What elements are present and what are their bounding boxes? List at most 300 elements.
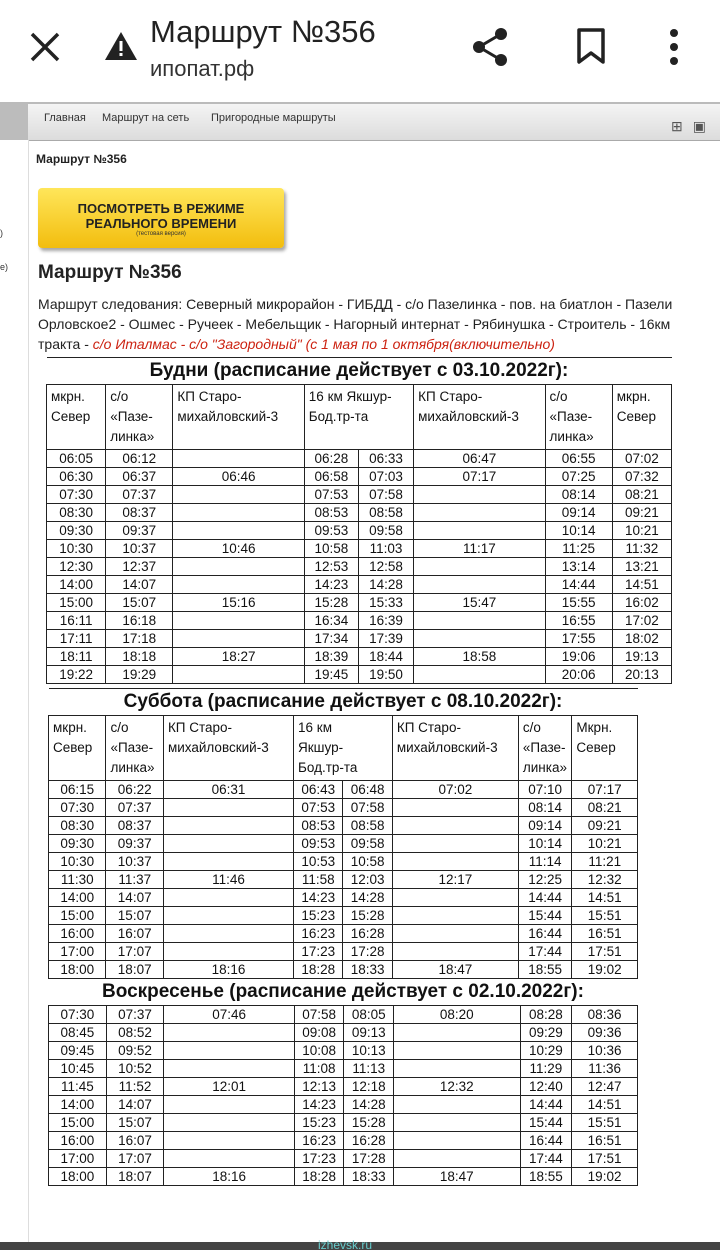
time-cell: 10:58	[343, 853, 392, 871]
time-cell: 07:30	[49, 799, 106, 817]
time-cell	[173, 522, 304, 540]
time-cell	[414, 522, 545, 540]
table-row	[49, 1042, 638, 1060]
column-header: мкрн. Север	[47, 385, 106, 450]
time-cell: 20:13	[612, 666, 671, 684]
table-row	[49, 781, 638, 799]
time-cell: 08:58	[358, 504, 413, 522]
time-cell: 09:30	[49, 835, 106, 853]
time-cell: 12:01	[164, 1078, 295, 1096]
time-cell	[173, 612, 304, 630]
time-cell: 06:48	[343, 781, 392, 799]
time-cell: 09:08	[294, 1024, 344, 1042]
table-row	[47, 450, 672, 468]
nav-link-home[interactable]: Главная	[44, 112, 86, 124]
table-row	[47, 468, 672, 486]
table-row	[49, 1096, 638, 1114]
time-cell: 09:53	[304, 522, 358, 540]
time-cell: 08:14	[545, 486, 612, 504]
table-row	[49, 1132, 638, 1150]
time-cell: 12:37	[106, 558, 173, 576]
time-cell: 09:53	[294, 835, 343, 853]
time-cell: 16:11	[47, 612, 106, 630]
table-row	[49, 817, 638, 835]
table-row	[47, 648, 672, 666]
route-title: Маршрут №356	[38, 262, 182, 283]
time-cell: 09:21	[612, 504, 671, 522]
time-cell: 07:37	[106, 1006, 164, 1024]
time-cell: 08:37	[106, 504, 173, 522]
table-title-row	[49, 979, 638, 1006]
time-cell	[392, 925, 518, 943]
table-row	[49, 943, 638, 961]
time-cell: 14:07	[106, 576, 173, 594]
time-cell	[414, 612, 545, 630]
time-cell: 15:28	[304, 594, 358, 612]
time-cell	[394, 1024, 521, 1042]
time-cell: 16:23	[294, 925, 343, 943]
time-cell	[392, 943, 518, 961]
time-cell: 19:13	[612, 648, 671, 666]
table-title: Будни (расписание действует с 03.10.2022г):	[47, 358, 672, 385]
time-cell	[414, 630, 545, 648]
left-strip-text: )	[0, 228, 3, 238]
time-cell: 14:00	[47, 576, 106, 594]
time-cell: 16:28	[343, 925, 392, 943]
time-cell: 06:47	[414, 450, 545, 468]
column-header: 16 км Якшур- Бод.тр-та	[304, 385, 413, 450]
table-row	[47, 504, 672, 522]
time-cell: 16:51	[572, 925, 638, 943]
nav-link-suburban[interactable]: Пригородные маршруты	[211, 112, 336, 124]
time-cell	[394, 1114, 521, 1132]
time-cell: 07:30	[49, 1006, 107, 1024]
time-cell: 10:08	[294, 1042, 344, 1060]
time-cell	[414, 666, 545, 684]
time-cell	[414, 558, 545, 576]
time-cell: 15:07	[106, 907, 163, 925]
time-cell: 10:14	[518, 835, 572, 853]
time-cell: 19:45	[304, 666, 358, 684]
time-cell: 08:45	[49, 1024, 107, 1042]
time-cell: 08:20	[394, 1006, 521, 1024]
time-cell: 15:51	[572, 907, 638, 925]
time-cell: 11:29	[520, 1060, 572, 1078]
time-cell: 10:58	[304, 540, 358, 558]
time-cell: 17:18	[106, 630, 173, 648]
time-cell: 08:30	[47, 504, 106, 522]
time-cell: 06:33	[358, 450, 413, 468]
table-header-row	[47, 385, 672, 450]
time-cell	[173, 630, 304, 648]
time-cell: 18:39	[304, 648, 358, 666]
column-header: с/о «Пазе- линка»	[106, 385, 173, 450]
time-cell: 15:00	[49, 1114, 107, 1132]
time-cell: 11:37	[106, 871, 163, 889]
time-cell: 07:25	[545, 468, 612, 486]
time-cell: 18:33	[343, 961, 392, 979]
time-cell: 06:15	[49, 781, 106, 799]
time-cell: 10:21	[572, 835, 638, 853]
time-cell: 12:30	[47, 558, 106, 576]
time-cell: 10:52	[106, 1060, 164, 1078]
time-cell: 18:16	[164, 1168, 295, 1186]
time-cell: 09:36	[572, 1024, 638, 1042]
time-cell	[164, 1132, 295, 1150]
time-cell: 08:53	[304, 504, 358, 522]
route-line-plain: тракта -	[38, 336, 93, 352]
time-cell: 14:23	[304, 576, 358, 594]
time-cell	[164, 1024, 295, 1042]
time-cell: 14:23	[294, 889, 343, 907]
time-cell: 09:14	[545, 504, 612, 522]
table-row	[47, 558, 672, 576]
time-cell	[163, 889, 293, 907]
table-row	[47, 594, 672, 612]
time-cell: 10:36	[572, 1042, 638, 1060]
time-cell: 13:14	[545, 558, 612, 576]
time-cell: 14:51	[612, 576, 671, 594]
share-icon[interactable]	[470, 26, 510, 68]
table-row	[47, 486, 672, 504]
time-cell: 09:45	[49, 1042, 107, 1060]
time-cell: 08:52	[106, 1024, 164, 1042]
time-cell: 06:55	[545, 450, 612, 468]
time-cell: 19:29	[106, 666, 173, 684]
time-cell: 08:14	[518, 799, 572, 817]
time-cell: 17:07	[106, 1150, 164, 1168]
time-cell: 16:23	[294, 1132, 344, 1150]
time-cell: 14:44	[518, 889, 572, 907]
time-cell: 12:58	[358, 558, 413, 576]
time-cell: 18:27	[173, 648, 304, 666]
time-cell: 11:08	[294, 1060, 344, 1078]
time-cell: 11:32	[612, 540, 671, 558]
table-row	[49, 1006, 638, 1024]
time-cell	[164, 1042, 295, 1060]
time-cell: 07:02	[612, 450, 671, 468]
time-cell: 18:07	[106, 1168, 164, 1186]
time-cell: 16:34	[304, 612, 358, 630]
time-cell: 15:23	[294, 1114, 344, 1132]
table-title: Воскресенье (расписание действует с 02.10.2022г):	[49, 979, 638, 1006]
sunday-table	[48, 978, 638, 1186]
time-cell: 18:28	[294, 1168, 344, 1186]
time-cell: 17:23	[294, 1150, 344, 1168]
time-cell: 20:06	[545, 666, 612, 684]
time-cell: 08:58	[343, 817, 392, 835]
time-cell	[392, 889, 518, 907]
left-strip	[0, 140, 29, 1250]
time-cell: 08:53	[294, 817, 343, 835]
time-cell: 10:37	[106, 853, 163, 871]
time-cell: 16:00	[49, 925, 106, 943]
time-cell: 11:21	[572, 853, 638, 871]
table-title: Суббота (расписание действует с 08.10.2022г):	[49, 689, 638, 716]
time-cell: 14:44	[545, 576, 612, 594]
time-cell: 18:47	[392, 961, 518, 979]
time-cell: 14:07	[106, 889, 163, 907]
time-cell: 07:58	[294, 1006, 344, 1024]
time-cell: 18:07	[106, 961, 163, 979]
time-cell: 17:28	[343, 943, 392, 961]
time-cell: 15:47	[414, 594, 545, 612]
column-header: КП Старо- михайловский-3	[163, 716, 293, 781]
time-cell	[414, 486, 545, 504]
time-cell	[163, 907, 293, 925]
warning-icon[interactable]	[104, 30, 138, 62]
nav-link-network[interactable]: Маршрут на сеть	[102, 112, 190, 124]
time-cell: 15:16	[173, 594, 304, 612]
close-icon[interactable]	[28, 30, 62, 64]
time-cell: 07:17	[414, 468, 545, 486]
time-cell: 14:07	[106, 1096, 164, 1114]
realtime-button-line2: РЕАЛЬНОГО ВРЕМЕНИ	[85, 216, 237, 231]
time-cell: 18:00	[49, 1168, 107, 1186]
time-cell: 07:02	[392, 781, 518, 799]
table-row	[49, 1060, 638, 1078]
time-cell: 12:13	[294, 1078, 344, 1096]
time-cell: 09:13	[344, 1024, 394, 1042]
time-cell: 15:00	[49, 907, 106, 925]
time-cell: 07:37	[106, 799, 163, 817]
table-row	[47, 630, 672, 648]
column-header: мкрн. Север	[49, 716, 106, 781]
route-line-seasonal: с/о Италмас - с/о "Загородный" (с 1 мая по 1 октября(включительно)	[92, 336, 555, 352]
table-row	[49, 1168, 638, 1186]
time-cell: 06:31	[163, 781, 293, 799]
time-cell: 18:47	[394, 1168, 521, 1186]
page-title-appbar: Маршрут №356	[150, 14, 376, 49]
time-cell: 18:28	[294, 961, 343, 979]
time-cell: 12:40	[520, 1078, 572, 1096]
time-cell: 08:21	[572, 799, 638, 817]
time-cell: 08:28	[520, 1006, 572, 1024]
time-cell	[163, 799, 293, 817]
webview	[0, 100, 720, 1250]
time-cell: 14:00	[49, 1096, 107, 1114]
realtime-button-line1: ПОСМОТРЕТЬ В РЕЖИМЕ	[77, 201, 245, 216]
time-cell: 15:44	[520, 1114, 572, 1132]
time-cell: 11:52	[106, 1078, 164, 1096]
time-cell: 12:53	[304, 558, 358, 576]
time-cell: 06:43	[294, 781, 343, 799]
time-cell: 17:00	[49, 1150, 107, 1168]
time-cell: 12:32	[394, 1078, 521, 1096]
time-cell: 16:07	[106, 925, 163, 943]
time-cell: 17:39	[358, 630, 413, 648]
time-cell: 19:02	[572, 961, 638, 979]
time-cell: 17:00	[49, 943, 106, 961]
table-row	[49, 1024, 638, 1042]
time-cell: 11:36	[572, 1060, 638, 1078]
bookmark-icon[interactable]	[576, 28, 606, 64]
column-header: 16 км Якшур- Бод.тр-та	[294, 716, 393, 781]
table-row	[49, 1078, 638, 1096]
time-cell: 19:02	[572, 1168, 638, 1186]
time-cell: 06:22	[106, 781, 163, 799]
time-cell	[163, 925, 293, 943]
time-cell: 17:11	[47, 630, 106, 648]
time-cell	[164, 1060, 295, 1078]
time-cell	[392, 817, 518, 835]
time-cell: 14:28	[344, 1096, 394, 1114]
table-row	[49, 1150, 638, 1168]
time-cell	[392, 907, 518, 925]
time-cell: 06:12	[106, 450, 173, 468]
time-cell: 10:13	[344, 1042, 394, 1060]
time-cell: 18:11	[47, 648, 106, 666]
column-header: КП Старо- михайловский-3	[392, 716, 518, 781]
time-cell	[394, 1150, 521, 1168]
column-header: с/о «Пазе- линка»	[545, 385, 612, 450]
time-cell: 12:47	[572, 1078, 638, 1096]
time-cell	[173, 558, 304, 576]
time-cell: 07:46	[164, 1006, 295, 1024]
time-cell: 15:00	[47, 594, 106, 612]
time-cell: 17:28	[344, 1150, 394, 1168]
column-header: мкрн. Север	[612, 385, 671, 450]
time-cell: 09:14	[518, 817, 572, 835]
time-cell: 08:05	[344, 1006, 394, 1024]
time-cell: 10:37	[106, 540, 173, 558]
table-row	[47, 666, 672, 684]
time-cell	[394, 1132, 521, 1150]
time-cell: 11:03	[358, 540, 413, 558]
time-cell: 14:44	[520, 1096, 572, 1114]
time-cell: 15:23	[294, 907, 343, 925]
route-line: Орловское2 - Ошмес - Ручеек - Мебельщик - Нагорный интернат - Рябинушка - Строитель - 16км	[38, 316, 671, 332]
time-cell: 17:44	[518, 943, 572, 961]
time-cell	[164, 1096, 295, 1114]
time-cell	[163, 835, 293, 853]
time-cell: 07:37	[106, 486, 173, 504]
time-cell: 07:53	[294, 799, 343, 817]
time-cell: 09:52	[106, 1042, 164, 1060]
time-cell: 10:45	[49, 1060, 107, 1078]
time-cell: 08:36	[572, 1006, 638, 1024]
time-cell: 17:44	[520, 1150, 572, 1168]
table-row	[49, 925, 638, 943]
time-cell: 09:21	[572, 817, 638, 835]
time-cell	[392, 835, 518, 853]
column-header: КП Старо- михайловский-3	[173, 385, 304, 450]
time-cell	[394, 1042, 521, 1060]
time-cell	[414, 576, 545, 594]
time-cell: 10:53	[294, 853, 343, 871]
time-cell	[414, 504, 545, 522]
table-title-row	[49, 689, 638, 716]
time-cell: 19:22	[47, 666, 106, 684]
route-description	[38, 294, 720, 354]
time-cell	[164, 1114, 295, 1132]
nav-edge	[0, 104, 28, 140]
time-cell: 18:33	[344, 1168, 394, 1186]
table-row	[49, 799, 638, 817]
time-cell	[164, 1150, 295, 1168]
time-cell: 12:17	[392, 871, 518, 889]
time-cell: 10:30	[49, 853, 106, 871]
time-cell: 19:50	[358, 666, 413, 684]
time-cell	[173, 504, 304, 522]
time-cell: 11:45	[49, 1078, 107, 1096]
time-cell: 09:29	[520, 1024, 572, 1042]
time-cell: 17:34	[304, 630, 358, 648]
time-cell: 16:18	[106, 612, 173, 630]
time-cell	[392, 799, 518, 817]
time-cell: 18:58	[414, 648, 545, 666]
table-row	[47, 522, 672, 540]
time-cell: 16:55	[545, 612, 612, 630]
time-cell: 07:10	[518, 781, 572, 799]
table-title-row	[47, 358, 672, 385]
time-cell: 08:30	[49, 817, 106, 835]
time-cell: 16:28	[344, 1132, 394, 1150]
table-row	[49, 853, 638, 871]
time-cell: 17:51	[572, 943, 638, 961]
time-cell: 10:30	[47, 540, 106, 558]
more-vert-icon[interactable]	[666, 28, 682, 66]
time-cell: 16:44	[520, 1132, 572, 1150]
table-row	[49, 1114, 638, 1132]
time-cell: 19:06	[545, 648, 612, 666]
time-cell: 07:53	[304, 486, 358, 504]
realtime-button[interactable]	[38, 188, 284, 248]
time-cell: 14:28	[358, 576, 413, 594]
column-header: с/о «Пазе- линка»	[106, 716, 163, 781]
time-cell: 14:23	[294, 1096, 344, 1114]
time-cell: 16:51	[572, 1132, 638, 1150]
time-cell: 09:58	[343, 835, 392, 853]
time-cell: 07:32	[612, 468, 671, 486]
time-cell: 17:55	[545, 630, 612, 648]
time-cell: 16:02	[612, 594, 671, 612]
time-cell: 15:44	[518, 907, 572, 925]
time-cell: 17:02	[612, 612, 671, 630]
sitemap-icon[interactable]: ⊞▣	[671, 118, 716, 134]
time-cell: 11:25	[545, 540, 612, 558]
time-cell: 12:32	[572, 871, 638, 889]
time-cell: 10:46	[173, 540, 304, 558]
table-row	[49, 907, 638, 925]
time-cell: 15:33	[358, 594, 413, 612]
saturday-table	[48, 688, 638, 979]
time-cell: 08:37	[106, 817, 163, 835]
time-cell: 06:28	[304, 450, 358, 468]
time-cell: 09:37	[106, 835, 163, 853]
time-cell: 11:46	[163, 871, 293, 889]
time-cell	[173, 576, 304, 594]
watermark: izhevsk.ru	[318, 1238, 373, 1252]
breadcrumb: Маршрут №356	[36, 152, 127, 166]
time-cell: 15:07	[106, 594, 173, 612]
table-header-row	[49, 716, 638, 781]
table-row	[47, 540, 672, 558]
time-cell	[163, 817, 293, 835]
time-cell: 06:05	[47, 450, 106, 468]
time-cell: 09:58	[358, 522, 413, 540]
table-row	[49, 889, 638, 907]
time-cell: 11:30	[49, 871, 106, 889]
time-cell: 07:58	[358, 486, 413, 504]
time-cell: 18:44	[358, 648, 413, 666]
time-cell: 12:18	[344, 1078, 394, 1096]
time-cell: 12:25	[518, 871, 572, 889]
table-row	[49, 835, 638, 853]
realtime-button-note: (тестовая версия)	[136, 231, 186, 237]
time-cell: 15:51	[572, 1114, 638, 1132]
time-cell: 12:03	[343, 871, 392, 889]
